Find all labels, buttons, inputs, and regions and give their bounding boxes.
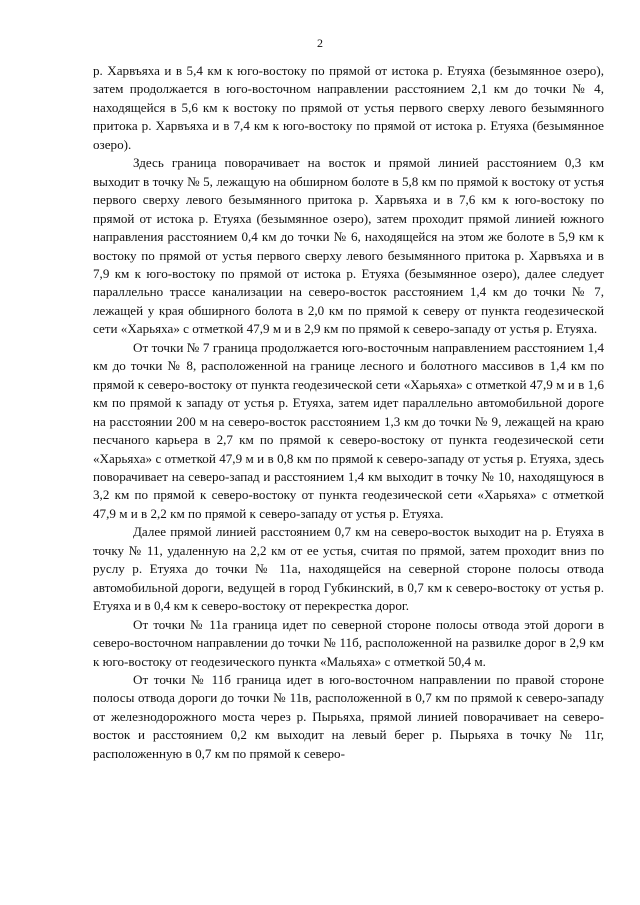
paragraph: От точки № 11б граница идет в юго-восточном направлении по правой стороне полосы отвода дороги до точки № 11в, расположенной в 0,7 км по прямой к северо-западу от железнодорожного моста через р. Пырьяха, прямой линией поворачивает на северо-восток и расстоянием 0,2 км выходит на левый берег р. Пырьяха в точку № 11г, расположенную в 0,7 км по прямой к северо-: [93, 671, 604, 761]
paragraph: От точки № 11а граница идет по северной стороне полосы отвода этой дороги в северо-восточном направлении до точки № 11б, расположенной на развилке дорог в 2,9 км к юго-востоку от геодезического пункта «Мальяха» с отметкой 50,4 м.: [93, 616, 604, 669]
paragraph-continuation: р. Харвъяха и в 5,4 км к юго-востоку по прямой от истока р. Етуяха (безымянное озеро), затем продолжается в юго-восточном направлении расстоянием 2,1 км до точки № 4, находящейся в 5,6 км к востоку по прямой от устья первого сверху левого безымянного притока р. Харвъяха и в 7,4 км к юго-востоку по прямой от истока р. Етуяха (безымянное озеро).: [93, 63, 604, 152]
document-body: [93, 62, 604, 763]
paragraph: Здесь граница поворачивает на восток и прямой линией расстоянием 0,3 км выходит в точку № 5, лежащую на обширном болоте в 5,8 км по прямой к востоку от устья первого сверху левого безымянного притока р. Харвъяха и в 7,6 км к юго-востоку по прямой от истока р. Етуяха (безымянное озеро), затем проходит прямой линией южного направления расстоянием 0,4 км до точки № 6, находящейся на этом же болоте в 5,9 км к востоку по прямой от устья первого сверху левого безымянного притока р. Харвъяха и в 7,9 км к юго-востоку по прямой от истока р. Етуяха (безымянное озеро), далее следует параллельно трассе канализации на северо-восток расстоянием 1,4 км до точки № 7, лежащей у края обширного болота в 2,0 км по прямой к северу от пункта геодезической сети «Харьяха» с отметкой 47,9 м и в 2,9 км по прямой к северо-западу от устья р. Етуяха.: [93, 155, 604, 337]
paragraph: Далее прямой линией расстоянием 0,7 км на северо-восток выходит на р. Етуяха в точку № 11, удаленную на 2,2 км от ее устья, считая по прямой, затем проходит вниз по руслу р. Етуяха до точки № 11а, находящейся на северной стороне полосы отвода автомобильной дороги, ведущей в город Губкинский, в 0,7 км к северо-востоку от устья р. Етуяха и в 0,4 км к северо-востоку от перекрестка дорог.: [93, 524, 604, 614]
paragraph: От точки № 7 граница продолжается юго-восточным направлением расстоянием 1,4 км до точки № 8, расположенной на границе лесного и болотного массивов в 1,4 км по прямой к северо-востоку от пункта геодезической сети «Харьяха» с отметкой 47,9 м и в 1,6 км по прямой к западу от устья р. Етуяха, затем идет параллельно автомобильной дороге на расстоянии 200 м на северо-восток расстоянием 1,3 км до точки № 9, лежащей на краю песчаного карьера в 2,7 км по прямой к северо-востоку от пункта геодезической сети «Харьяха» с отметкой 47,9 м и в 0,8 км по прямой к северо-западу от устья р. Етуяха, здесь поворачивает на северо-запад и расстоянием 1,4 км выходит в точку № 10, находящуюся в 3,2 км по прямой к северо-востоку от пункта геодезической сети «Харьяха» с отметкой 47,9 м и в 2,2 км по прямой к северо-западу от устья р. Етуяха.: [93, 339, 604, 521]
page-number: 2: [317, 36, 323, 50]
